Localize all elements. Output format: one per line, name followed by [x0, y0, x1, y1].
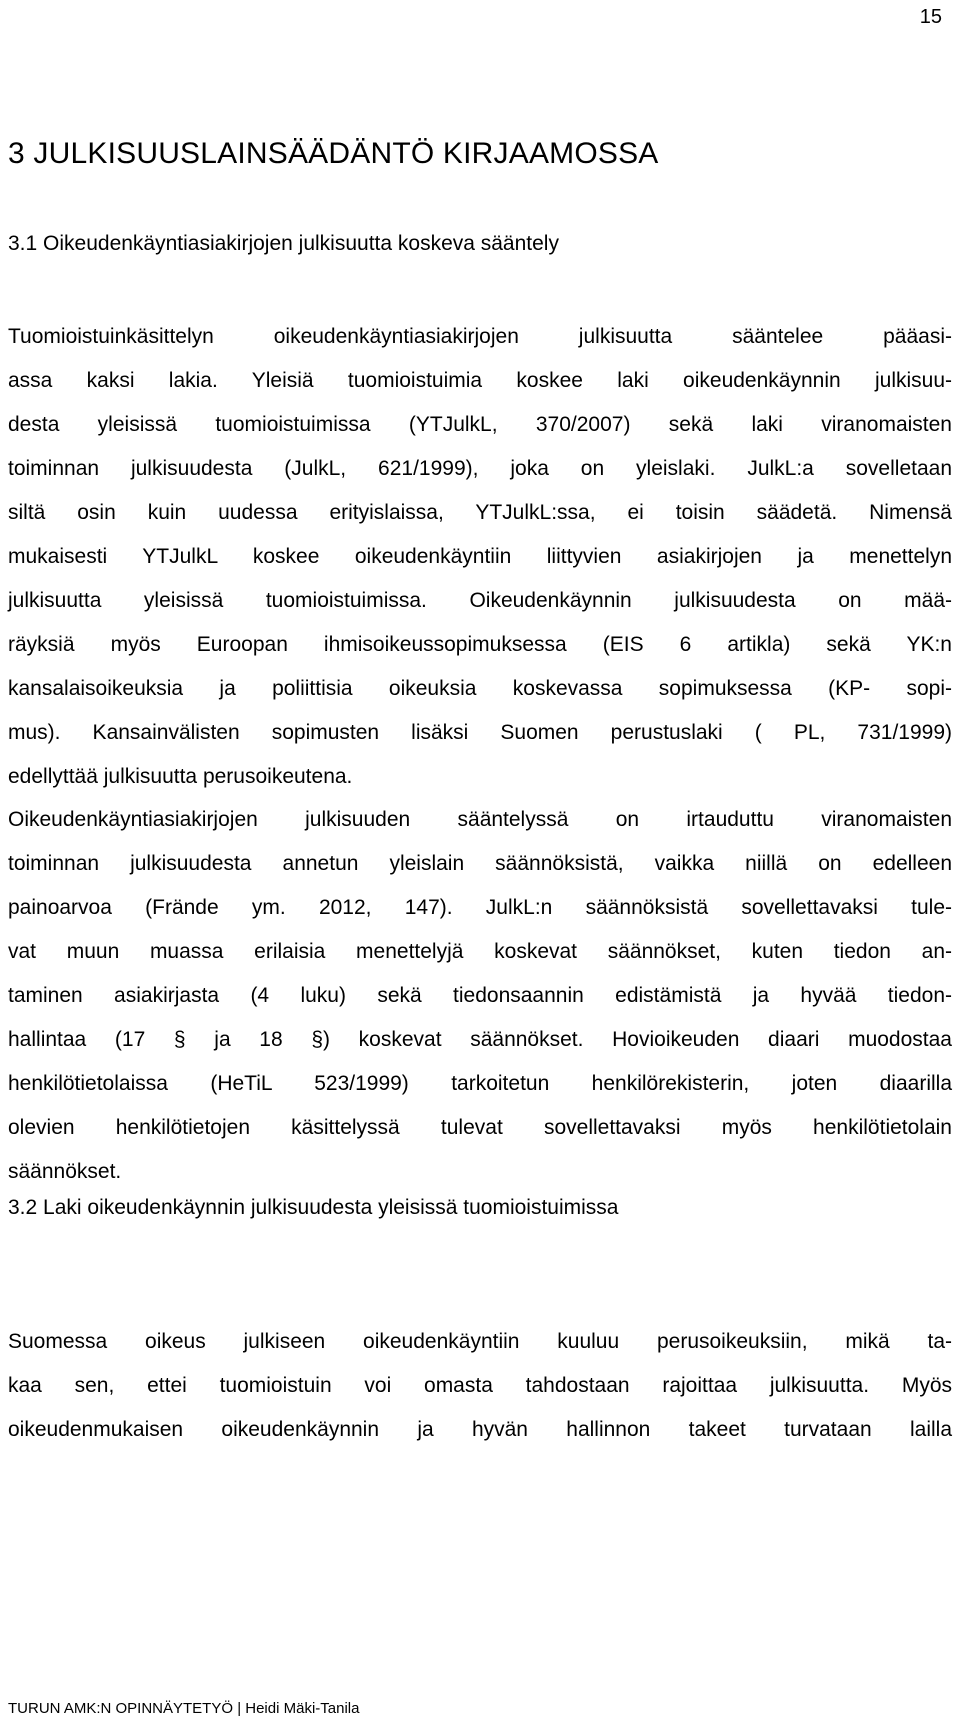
section-heading-3-2: 3.2 Laki oikeudenkäynnin julkisuudesta yleisissä tuomioistuimissa [8, 1196, 619, 1219]
paragraph-line: siltä osin kuin uudessa erityislaissa, YTJulkL:ssa, ei toisin säädetä. Nimensä [8, 501, 952, 524]
paragraph-line: mukaisesti YTJulkL koskee oikeudenkäyntiin liittyvien asiakirjojen ja menettelyn [8, 545, 952, 568]
paragraph-line: edellyttää julkisuutta perusoikeutena. [8, 765, 353, 788]
paragraph-line: oikeudenmukaisen oikeudenkäynnin ja hyvän hallinnon takeet turvataan lailla [8, 1418, 952, 1441]
paragraph-line: toiminnan julkisuudesta annetun yleislain säännöksistä, vaikka niillä on edelleen [8, 852, 952, 875]
paragraph-line: vat muun muassa erilaisia menettelyjä koskevat säännökset, kuten tiedon an- [8, 940, 952, 963]
section-heading-3-1: 3.1 Oikeudenkäyntiasiakirjojen julkisuutta koskeva sääntely [8, 232, 559, 255]
paragraph-3 [8, 1320, 952, 1452]
paragraph-line: säännökset. [8, 1160, 122, 1183]
paragraph-line: toiminnan julkisuudesta (JulkL, 621/1999), joka on yleislaki. JulkL:a sovelletaan [8, 457, 952, 480]
page-number: 15 [919, 6, 942, 28]
paragraph-line: julkisuutta yleisissä tuomioistuimissa. Oikeudenkäynnin julkisuudesta on mää- [8, 589, 952, 612]
paragraph-line: painoarvoa (Frände ym. 2012, 147). JulkL:n säännöksistä sovellettavaksi tule- [8, 896, 952, 919]
paragraph-line: kansalaisoikeuksia ja poliittisia oikeuksia koskevassa sopimuksessa (KP- sopi- [8, 677, 952, 700]
paragraph-line: räyksiä myös Euroopan ihmisoikeussopimuksessa (EIS 6 artikla) sekä YK:n [8, 633, 952, 656]
paragraph-line: kaa sen, ettei tuomioistuin voi omasta tahdostaan rajoittaa julkisuutta. Myös [8, 1374, 952, 1397]
paragraph-line: assa kaksi lakia. Yleisiä tuomioistuimia koskee laki oikeudenkäynnin julkisuu- [8, 369, 952, 392]
paragraph-2 [8, 798, 952, 1194]
paragraph-line: taminen asiakirjasta (4 luku) sekä tiedonsaannin edistämistä ja hyvää tiedon- [8, 984, 952, 1007]
paragraph-line: desta yleisissä tuomioistuimissa (YTJulkL, 370/2007) sekä laki viranomaisten [8, 413, 952, 436]
paragraph-line: mus). Kansainvälisten sopimusten lisäksi Suomen perustuslaki ( PL, 731/1999) [8, 721, 952, 744]
paragraph-line: hallintaa (17 § ja 18 §) koskevat säännökset. Hovioikeuden diaari muodostaa [8, 1028, 952, 1051]
page-footer: TURUN AMK:N OPINNÄYTETYÖ | Heidi Mäki-Tanila [8, 1700, 360, 1717]
paragraph-line: Suomessa oikeus julkiseen oikeudenkäyntiin kuuluu perusoikeuksiin, mikä ta- [8, 1330, 952, 1353]
paragraph-1 [8, 315, 952, 799]
chapter-heading: 3 JULKISUUSLAINSÄÄDÄNTÖ KIRJAAMOSSA [8, 137, 659, 170]
paragraph-line: Tuomioistuinkäsittelyn oikeudenkäyntiasiakirjojen julkisuutta sääntelee pääasi- [8, 325, 952, 348]
paragraph-line: olevien henkilötietojen käsittelyssä tulevat sovellettavaksi myös henkilötietolain [8, 1116, 952, 1139]
paragraph-line: Oikeudenkäyntiasiakirjojen julkisuuden sääntelyssä on irtauduttu viranomaisten [8, 808, 952, 831]
paragraph-line: henkilötietolaissa (HeTiL 523/1999) tarkoitetun henkilörekisterin, joten diaarilla [8, 1072, 952, 1095]
